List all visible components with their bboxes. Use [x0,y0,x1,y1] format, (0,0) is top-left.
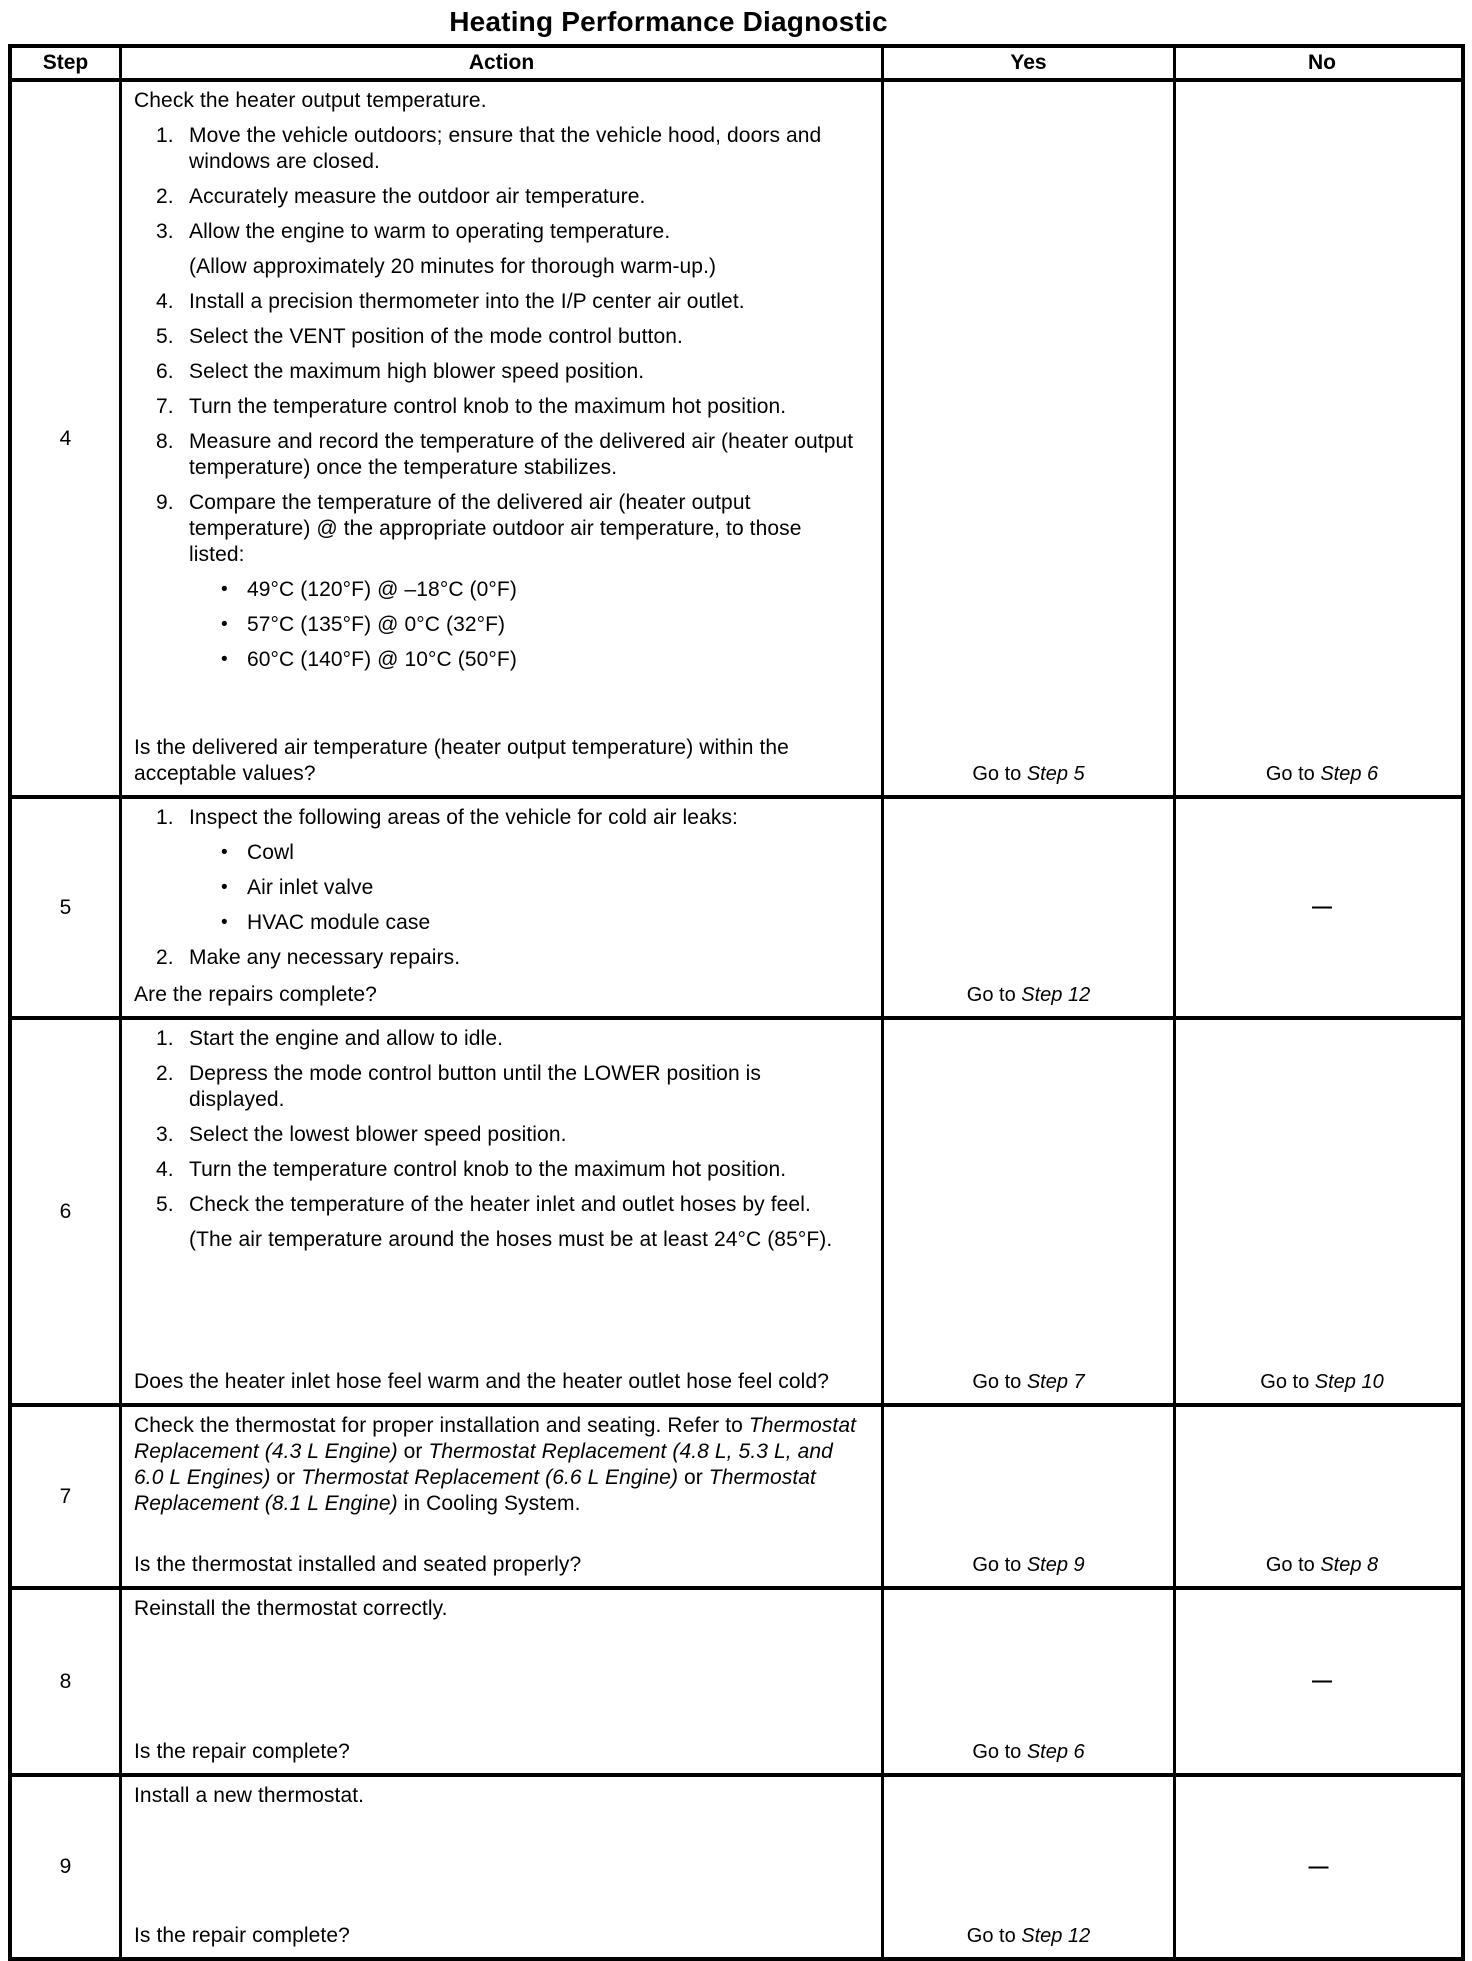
item-number: 2. [156,946,174,969]
item-number: 5. [156,325,174,348]
step-cell [12,1777,122,1957]
text-segment: Install a precision thermometer into the I/P center air outlet. [189,290,745,313]
action-numbered-item [156,945,859,971]
action-numbered-item [156,1157,859,1183]
bullet-text [247,910,859,936]
action-numbered-item [156,1122,859,1148]
item-number: 9. [156,491,174,514]
bullet-text [247,647,859,673]
text-segment: Go to [972,1741,1027,1763]
item-number: 2. [156,1062,174,1085]
goto-text [967,984,1090,1007]
bullet-text [247,612,859,638]
text-segment: Step 9 [1026,1554,1085,1576]
text-segment: Air inlet valve [247,876,374,899]
text-segment: or [678,1466,709,1489]
yes-cell [884,799,1176,1016]
step-number: 5 [59,895,72,919]
yes-cell [884,1407,1176,1586]
text-segment: or [397,1440,429,1463]
text-segment: 49°C (120°F) @ –18°C (0°F) [247,578,517,601]
action-numbered-item [156,219,859,245]
bullet-text [247,577,859,603]
action-question [134,980,859,1008]
text-segment: or [270,1466,302,1489]
text-segment: Allow the engine to warm to operating temperature. [189,220,671,243]
text-segment: Thermostat Replacement (6.6 L Engine) [301,1466,679,1489]
yes-cell [884,82,1176,795]
text-segment: Turn the temperature control knob to the maximum hot position. [189,1158,787,1181]
goto-text [972,763,1084,786]
action-intro [134,1783,859,1809]
no-cell [1176,1407,1468,1586]
action-numbered-item [156,359,859,385]
action-bullet-item [221,875,859,901]
text-segment: Go to [966,984,1022,1006]
text-segment: Depress the mode control button until the LOWER position is displayed. [189,1062,762,1111]
text-segment: Thermostat Replacement (4.3 L Engine) [134,1414,857,1463]
action-question [134,1550,859,1578]
item-text [189,945,859,971]
no-cell [1176,1590,1468,1773]
item-number: 1. [156,806,174,829]
text-segment: Step 6 [1026,1741,1085,1763]
table-row [12,1407,1461,1590]
text-segment: Step 6 [1320,763,1379,785]
bullet-icon: • [221,614,228,635]
action-cell [122,1407,884,1586]
action-intro [134,1596,859,1622]
bullet-icon: • [221,877,228,898]
action-numbered-item [156,1192,859,1218]
action-bullet-item [221,647,859,673]
goto-text [967,1925,1090,1948]
step-cell [12,1407,122,1586]
goto-text [972,1554,1084,1577]
bullet-icon: • [221,579,228,600]
item-number: 2. [156,185,174,208]
text-segment: Compare the temperature of the delivered air (heater output temperature) @ the appropriate outdoor air temperature, to those listed: [189,491,802,566]
text-segment: 57°C (135°F) @ 0°C (32°F) [247,613,506,636]
text-segment: Are the repairs complete? [134,983,377,1006]
item-number: 4. [156,290,174,313]
action-numbered-item [156,123,859,175]
table-header-row [12,48,1461,82]
action-cell [122,82,884,795]
text-segment: Step 12 [1021,1925,1091,1947]
header-no: No [1308,51,1336,74]
item-number: 4. [156,1158,174,1181]
action-bullet-item [221,577,859,603]
item-text [189,1192,859,1218]
item-number: 1. [156,1027,174,1050]
text-segment: Is the repair complete? [134,1740,350,1763]
action-cell [122,1020,884,1403]
item-text [189,429,859,481]
action-numbered-item [156,289,859,315]
item-text [189,1061,859,1113]
action-numbered-item [156,490,859,568]
item-text [189,1026,859,1052]
header-yes: Yes [884,48,1176,78]
text-segment: Reinstall the thermostat correctly. [134,1597,448,1620]
text-segment: Thermostat Replacement (8.1 L Engine) [134,1466,816,1515]
action-question [134,733,859,787]
text-segment: Does the heater inlet hose feel warm and the heater outlet hose feel cold? [134,1370,830,1393]
header-action: Action [122,48,884,78]
table-row [12,1020,1461,1407]
item-text [189,359,859,385]
text-segment: Is the delivered air temperature (heater output temperature) within the acceptable values? [134,736,789,785]
text-segment: Measure and record the temperature of the delivered air (heater output temperature) once the temperature stabilizes. [189,430,854,479]
no-cell [1176,1020,1468,1403]
text-segment: Accurately measure the outdoor air temperature. [189,185,646,208]
action-intro [134,1413,859,1517]
text-segment: 60°C (140°F) @ 10°C (50°F) [247,648,517,671]
bullet-text [247,840,859,866]
text-segment: Thermostat Replacement (4.8 L, 5.3 L, and 6.0 L Engines) [134,1440,833,1489]
action-question [134,1367,859,1395]
step-cell [12,799,122,1016]
no-answer-dash: — [1312,1670,1332,1692]
text-segment: Step 8 [1320,1554,1379,1576]
item-number: 8. [156,430,174,453]
table-row [12,799,1461,1020]
step-number: 8 [59,1669,72,1693]
table-row [12,82,1461,799]
text-segment: Go to [972,1554,1027,1576]
diagnostic-table [8,44,1465,1961]
item-text [189,490,859,568]
item-number: 6. [156,360,174,383]
no-cell [1176,799,1468,1016]
text-segment: (The air temperature around the hoses must be at least 24°C (85°F). [189,1228,833,1251]
text-segment: Start the engine and allow to idle. [189,1027,504,1050]
text-segment: Select the maximum high blower speed position. [189,360,645,383]
item-text [189,184,859,210]
table-row [12,1590,1461,1777]
goto-text [972,1741,1084,1764]
step-cell [12,1020,122,1403]
header-step: Step [12,48,122,78]
document-page [8,0,1465,1961]
action-question [134,1921,859,1949]
bullet-icon: • [221,649,228,670]
text-segment: Go to [1265,763,1321,785]
text-segment: Go to [1260,1371,1315,1393]
action-cell [122,799,884,1016]
text-segment: Go to [1265,1554,1321,1576]
step-cell [12,1590,122,1773]
action-numbered-item [156,805,859,831]
step-number: 7 [59,1484,72,1508]
goto-text [1266,1554,1378,1577]
action-numbered-item [156,1061,859,1113]
action-cell [122,1777,884,1957]
action-numbered-item [156,1026,859,1052]
text-segment: (Allow approximately 20 minutes for thorough warm-up.) [189,255,717,278]
table-row [12,1777,1461,1957]
action-bullet-item [221,612,859,638]
step-number: 6 [59,1199,72,1223]
text-segment: Step 5 [1026,763,1085,785]
action-intro [134,88,859,114]
text-segment: Check the temperature of the heater inlet and outlet hoses by feel. [189,1193,811,1216]
item-text [189,1122,859,1148]
bullet-icon: • [221,842,228,863]
action-bullet-item [221,840,859,866]
text-segment: Select the VENT position of the mode control button. [189,325,683,348]
text-segment: Step 12 [1021,984,1091,1006]
text-segment: Go to [972,763,1027,785]
action-numbered-item [156,429,859,481]
item-text [189,324,859,350]
item-text [189,219,859,245]
text-segment: Install a new thermostat. [134,1784,365,1807]
text-segment: HVAC module case [247,911,431,934]
action-question [134,1737,859,1765]
goto-text [972,1371,1084,1394]
action-numbered-item [156,324,859,350]
step-number: 9 [59,1855,72,1878]
text-segment: Check the heater output temperature. [134,89,487,112]
item-text [189,123,859,175]
item-text [189,805,859,831]
text-segment: Move the vehicle outdoors; ensure that the vehicle hood, doors and windows are closed. [189,124,822,173]
item-text [189,394,859,420]
yes-cell [884,1777,1176,1957]
no-answer-dash: — [1308,1855,1329,1878]
bullet-icon: • [221,912,228,933]
item-number: 1. [156,124,174,147]
text-segment: Step 10 [1314,1371,1384,1393]
item-number: 5. [156,1193,174,1216]
text-segment: Go to [972,1371,1027,1393]
page-title: Heating Performance Diagnostic [449,6,888,37]
text-segment: Is the thermostat installed and seated properly? [134,1553,582,1576]
bullet-text [247,875,859,901]
action-bullet-item [221,910,859,936]
action-cell [122,1590,884,1773]
action-numbered-item [156,184,859,210]
text-segment: Inspect the following areas of the vehicle for cold air leaks: [189,806,738,829]
no-cell [1176,1777,1461,1957]
text-segment: Step 7 [1026,1371,1085,1393]
text-segment: Cowl [247,841,295,864]
goto-text [1260,1371,1383,1394]
text-segment: Select the lowest blower speed position. [189,1123,567,1146]
goto-text [1266,763,1378,786]
step-cell [12,82,122,795]
item-number: 7. [156,395,174,418]
text-segment: Go to [966,1925,1022,1947]
yes-cell [884,1020,1176,1403]
text-segment: Make any necessary repairs. [189,946,461,969]
table-body [12,82,1461,1957]
text-segment: Is the repair complete? [134,1924,350,1947]
text-segment: in Cooling System. [397,1492,581,1515]
step-number: 4 [59,426,72,450]
action-numbered-item [156,394,859,420]
item-number: 3. [156,1123,174,1146]
action-note [189,1227,859,1253]
text-segment: Turn the temperature control knob to the maximum hot position. [189,395,787,418]
yes-cell [884,1590,1176,1773]
item-text [189,1157,859,1183]
text-segment: Check the thermostat for proper installation and seating. Refer to [134,1414,749,1437]
item-number: 3. [156,220,174,243]
item-text [189,289,859,315]
no-cell [1176,82,1468,795]
action-note [189,254,859,280]
no-answer-dash: — [1312,896,1332,918]
